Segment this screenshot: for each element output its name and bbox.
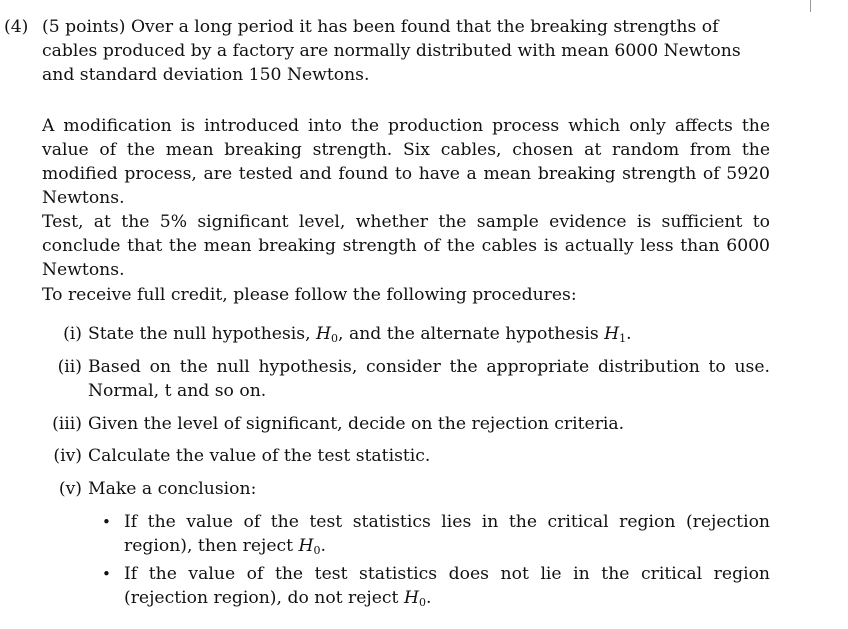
problem-points: (5 points): [42, 17, 126, 37]
bullet-text: If the value of the test statistics lies in the critical region (rejection region), then reject $H_0$.: [124, 512, 770, 557]
procedure-label: (v): [58, 479, 82, 499]
bullet-text: If the value of the test statistics does not lie in the critical region (rejection region), do not reject $H_0$.: [124, 564, 770, 609]
procedure-text: Based on the null hypothesis, consider the appropriate distribution to use. Normal, t and so on.: [88, 357, 770, 401]
procedure-label: (iii): [52, 414, 82, 434]
problem-intro: [42, 15, 770, 87]
procedure-label: (ii): [57, 357, 82, 377]
page-edge: [0, 0, 811, 12]
procedure-label: (iv): [53, 446, 82, 466]
problem-number: (4): [4, 17, 29, 37]
procedure-text: State the null hypothesis, $H_0$, and the alternate hypothesis $H_1$.: [88, 324, 632, 345]
problem-intro-text: Over a long period it has been found that the breaking strengths of cables produced by a factory are normally distributed with mean 6000 Newtons and standard deviation 150 Newtons.: [42, 17, 741, 85]
problem-statement: [4, 15, 770, 87]
paragraph-instructions: To receive full credit, please follow the following procedures:: [42, 285, 577, 305]
bullet-icon: •: [102, 565, 111, 583]
procedure-text: Given the level of significant, decide on the rejection criteria.: [88, 414, 625, 434]
bullet-icon: •: [102, 513, 111, 531]
procedure-label: (i): [63, 324, 82, 344]
paragraph-modification: A modification is introduced into the production process which only affects the value of the mean breaking strength. Six cables, chosen at random from the modified process, are tested and found to have a mean breaking strength of 5920 Newtons.: [42, 116, 770, 208]
procedure-text: Calculate the value of the test statistic.: [88, 446, 431, 466]
paragraph-test: Test, at the 5% significant level, whether the sample evidence is sufficient to conclude that the mean breaking strength of the cables is actually less than 6000 Newtons.: [42, 212, 770, 280]
procedure-text: Make a conclusion:: [88, 479, 257, 499]
